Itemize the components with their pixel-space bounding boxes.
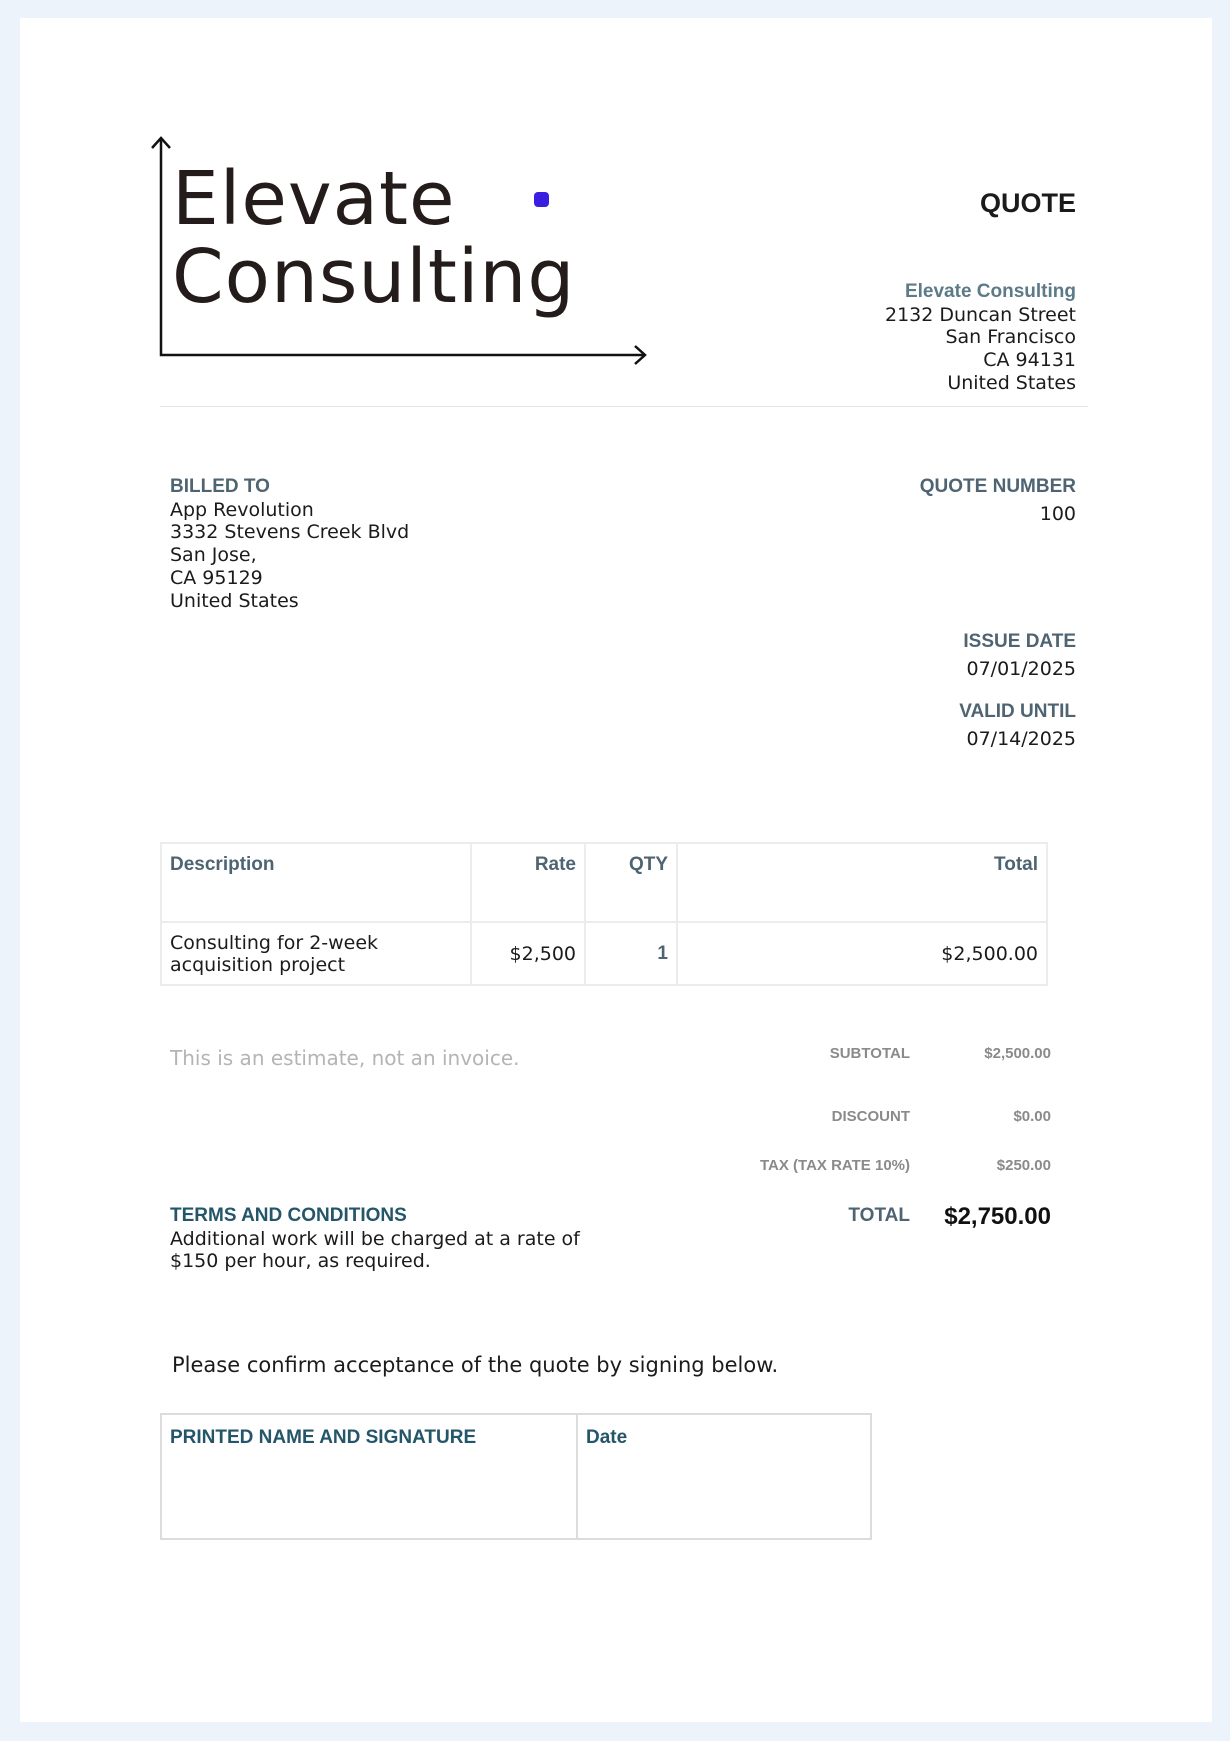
logo-line1: Elevate [172,156,456,242]
sender-street: 2132 Duncan Street [884,303,1076,326]
tax-label: TAX (TAX RATE 10%) [759,1157,910,1174]
total-value: $2,750.00 [944,1203,1051,1230]
col-header-description: Description [161,843,471,922]
cell-qty: 1 [585,922,677,985]
billed-to-name: App Revolution [170,498,314,521]
quote-number-label: QUOTE NUMBER [919,476,1076,497]
billed-to-block [170,476,610,612]
tax-value: $250.00 [996,1157,1051,1174]
sender-address [760,281,1076,395]
signature-label: PRINTED NAME AND SIGNATURE [170,1427,477,1448]
col-header-rate: Rate [471,843,585,922]
issue-date-label: ISSUE DATE [963,631,1076,652]
col-header-total: Total [677,843,1047,922]
quote-number-value: 100 [1039,502,1076,525]
signature-date-label: Date [586,1427,628,1448]
issue-date-block [776,631,1076,680]
sender-city: San Francisco [945,326,1076,349]
terms-label: TERMS AND CONDITIONS [170,1205,407,1226]
header-divider [160,406,1088,407]
billed-to-city: San Jose, [170,544,257,567]
billed-to-country: United States [170,589,299,612]
valid-until-value: 07/14/2025 [966,727,1076,750]
subtotal-label: SUBTOTAL [829,1045,910,1062]
logo-line2: Consulting [172,234,576,320]
issue-date-value: 07/01/2025 [966,657,1076,680]
sender-country: United States [947,371,1076,394]
terms-block [170,1205,640,1273]
table-row [161,922,1047,985]
sender-name: Elevate Consulting [904,281,1076,302]
terms-line1: Additional work will be charged at a rate of [170,1227,580,1250]
logo-dot-icon [534,192,549,207]
estimate-note: This is an estimate, not an invoice. [170,1046,520,1070]
doc-title: QUOTE [979,188,1076,218]
table-header-row [161,843,1047,922]
cell-description [161,922,471,985]
line-items-table [160,842,1048,986]
total-label: TOTAL [848,1205,910,1226]
logo-wordmark [172,156,576,320]
description-line2: acquisition project [170,953,346,976]
signature-date-field[interactable] [577,1414,871,1539]
billed-to-label: BILLED TO [170,476,270,497]
subtotal-value: $2,500.00 [984,1045,1051,1062]
discount-value: $0.00 [1013,1108,1051,1125]
discount-label: DISCOUNT [831,1108,910,1125]
signature-field[interactable] [161,1414,577,1539]
valid-until-block [776,701,1076,750]
description-line1: Consulting for 2-week [170,931,379,954]
quote-number-block [776,476,1076,525]
cell-total: $2,500.00 [677,922,1047,985]
terms-line2: $150 per hour, as required. [170,1250,431,1273]
valid-until-label: VALID UNTIL [959,701,1076,722]
confirm-text: Please confirm acceptance of the quote by signing below. [172,1353,779,1377]
signature-table [160,1413,872,1540]
sender-state-zip: CA 94131 [983,349,1076,372]
billed-to-street: 3332 Stevens Creek Blvd [170,521,410,544]
col-header-qty: QTY [585,843,677,922]
cell-rate: $2,500 [471,922,585,985]
billed-to-state-zip: CA 95129 [170,566,263,589]
